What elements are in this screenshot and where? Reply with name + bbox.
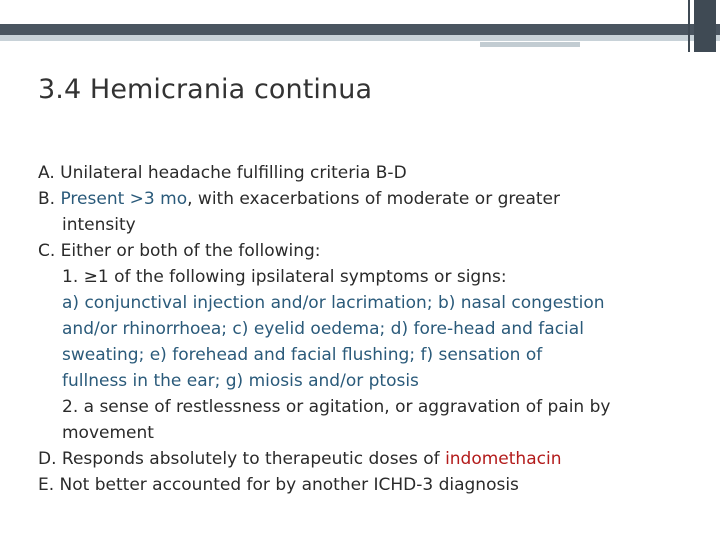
top-bar-dark	[0, 24, 720, 35]
criterion-c1-symptoms-line: a) conjunctival injection and/or lacrimation; b) nasal congestion	[62, 293, 605, 313]
criterion-d-text: D. Responds absolutely to therapeutic doses of	[38, 449, 446, 469]
criterion-b	[38, 186, 708, 212]
criterion-c1: 1. ≥1 of the following ipsilateral symptoms or signs:	[62, 267, 507, 287]
criterion-c1-symptoms-line: fullness in the ear; g) miosis and/or ptosis	[62, 371, 419, 391]
criterion-b-rest: , with exacerbations of moderate or greater	[187, 189, 560, 209]
top-bar-light	[0, 35, 720, 41]
top-bar-accent	[480, 42, 580, 47]
criterion-b-prefix: B.	[38, 189, 61, 209]
corner-block	[694, 0, 716, 52]
criterion-a: A. Unilateral headache fulfilling criteria B-D	[38, 163, 407, 183]
criterion-d	[38, 446, 708, 472]
criterion-c1-symptoms-line: and/or rhinorrhoea; c) eyelid oedema; d) fore-head and facial	[62, 319, 584, 339]
criterion-e: E. Not better accounted for by another ICHD-3 diagnosis	[38, 475, 519, 495]
criteria-list	[38, 160, 708, 498]
slide-title: 3.4 Hemicrania continua	[38, 74, 373, 105]
corner-line	[688, 0, 690, 52]
criterion-d-drug: indomethacin	[445, 449, 562, 469]
criterion-c: C. Either or both of the following:	[38, 241, 321, 261]
criterion-b-continuation: intensity	[62, 215, 136, 235]
criterion-c2: 2. a sense of restlessness or agitation, or aggravation of pain by	[62, 397, 611, 417]
criterion-c2-continuation: movement	[62, 423, 154, 443]
criterion-c1-symptoms-line: sweating; e) forehead and facial flushing; f) sensation of	[62, 345, 543, 365]
criterion-b-duration: Present >3 mo	[60, 189, 188, 209]
